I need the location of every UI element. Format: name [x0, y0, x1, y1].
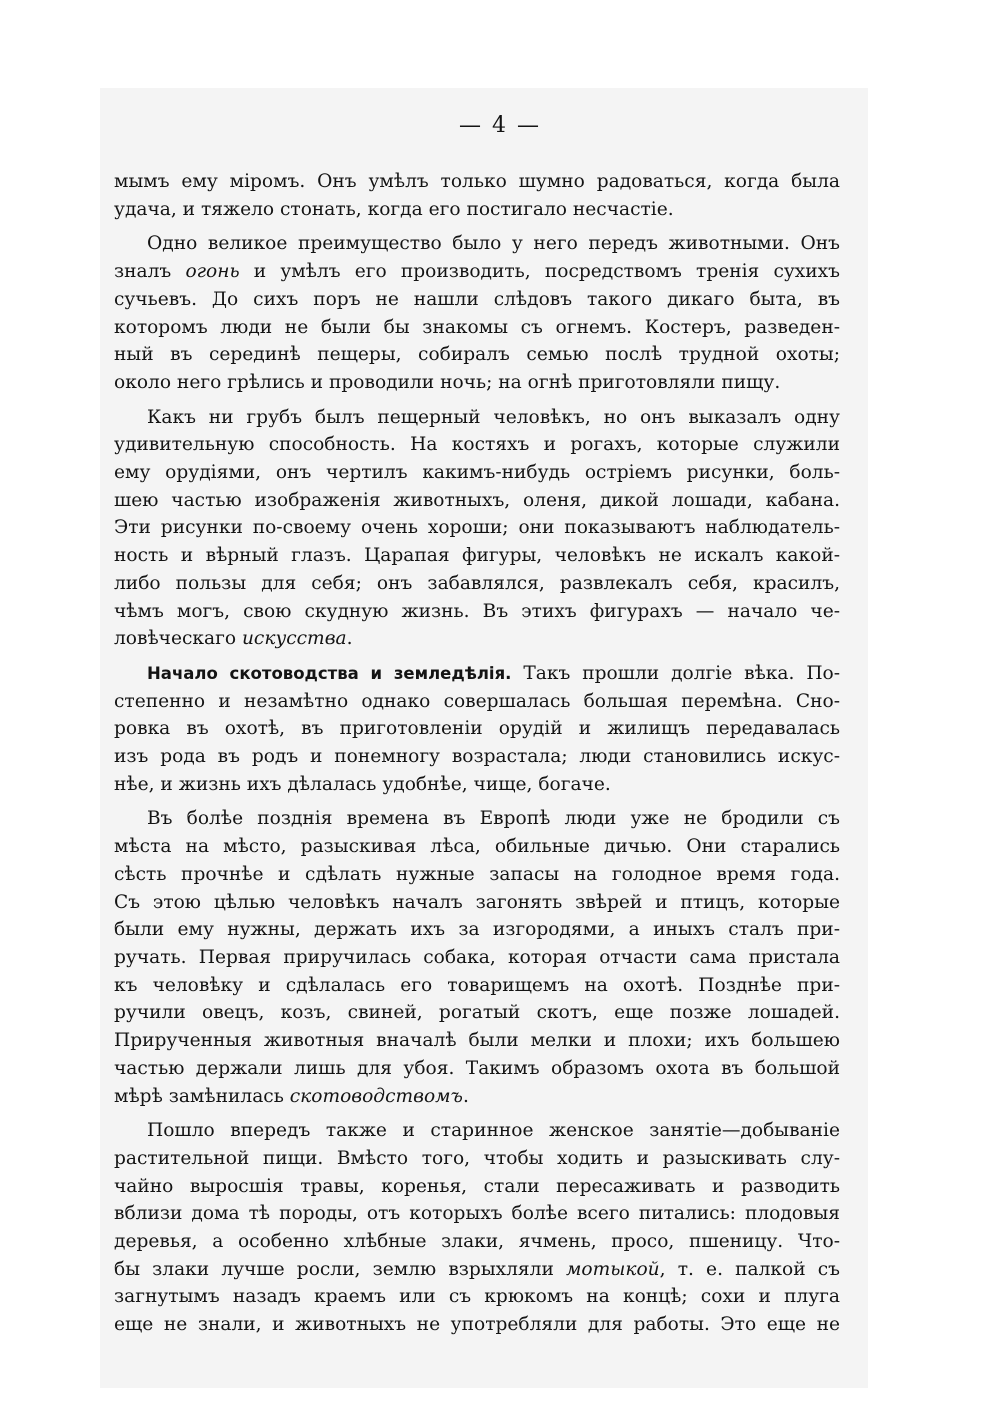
text-line: деревья, а особенно хлѣбные злаки, ячмень, просо, пшеницу. Что- — [114, 1231, 840, 1253]
italic-term: искусства — [241, 628, 347, 650]
text-line: сѣсть прочнѣе и сдѣлать нужные запасы на голодное время года. — [114, 863, 840, 885]
text-line: которомъ люди не были бы знакомы съ огнемъ. Костеръ, разведен- — [114, 316, 840, 338]
text-line: сучьевъ. До сихъ поръ не нашли слѣдовъ такого дикаго быта, въ — [114, 288, 840, 310]
text-line: чѣмъ могъ, свою скудную жизнь. Въ этихъ фигурахъ — начало че- — [114, 600, 840, 622]
text-line: ный въ серединѣ пещеры, собиралъ семью послѣ трудной охоты; — [114, 344, 840, 366]
section-heading: Начало скотоводства и земледѣлія. — [147, 663, 512, 683]
paragraph — [114, 1117, 840, 1339]
text-line: чайно выросшія травы, коренья, стали пересаживать и разводить — [114, 1175, 840, 1197]
text-line: вблизи дома тѣ породы, отъ которыхъ болѣе всего питались: плодовыя — [114, 1203, 840, 1225]
text-line: удача, и тяжело стонать, когда его постигало несчастіе. — [114, 198, 674, 220]
text-line: Пошло впередъ также и старинное женское занятіе—добываніе — [147, 1120, 840, 1142]
body-text — [114, 168, 840, 1339]
text-line: мѣста на мѣсто, разыскивая лѣса, обильные дичью. Они старались — [114, 836, 840, 858]
paragraph — [114, 168, 840, 223]
page-number: — 4 — — [459, 113, 541, 138]
text-line: Одно великое преимущество было у него передъ животными. Онъ — [147, 233, 840, 255]
text-line: нѣе, и жизнь ихъ дѣлалась удобнѣе, чище, богаче. — [114, 773, 611, 795]
italic-term: скотоводствомъ — [289, 1085, 463, 1107]
paragraph — [114, 805, 840, 1110]
paragraph — [114, 404, 840, 653]
text-line: Съ этою цѣлью человѣкъ началъ загонять звѣрей и птицъ, которые — [114, 891, 840, 913]
text-line: мымъ ему міромъ. Онъ умѣлъ только шумно радоваться, когда была — [114, 171, 840, 192]
paragraph — [114, 660, 840, 799]
italic-term: мотыкой — [566, 1258, 660, 1280]
text-line: Въ болѣе позднія времена въ Европѣ люди уже не бродили съ — [147, 808, 840, 830]
text-line: зналъ огонь и умѣлъ его производить, посредствомъ тренія сухихъ — [114, 261, 841, 283]
text-line: шею частью изображенія животныхъ, оленя, дикой лошади, кабана. — [114, 489, 840, 511]
text-line: около него грѣлись и проводили ночь; на огнѣ приготовляли пищу. — [114, 371, 781, 393]
text-line: къ человѣку и сдѣлалась его товарищемъ на охотѣ. Позднѣе при- — [114, 974, 840, 996]
text-line: изъ рода въ родъ и понемногу возрастала; люди становились искус- — [114, 746, 840, 768]
text-line: Прирученныя животныя вначалѣ были мелки и плохи; ихъ большею — [114, 1030, 840, 1052]
paragraph — [114, 230, 840, 396]
text-line: мѣрѣ замѣнилась скотоводствомъ. — [114, 1085, 469, 1107]
text-line: ручили овецъ, козъ, свиней, рогатый скотъ, еще позже лошадей. — [114, 1002, 840, 1024]
text-line: удивительную способность. На костяхъ и рогахъ, которые служили — [114, 434, 840, 456]
text-line: бы злаки лучше росли, землю взрыхляли мотыкой, т. е. палкой съ — [114, 1258, 840, 1280]
text-line: Какъ ни грубъ былъ пещерный человѣкъ, но онъ выказалъ одну — [147, 406, 840, 428]
text-line: ность и вѣрный глазъ. Царапая фигуры, человѣкъ не искалъ какой- — [114, 545, 840, 567]
text-line: растительной пищи. Вмѣсто того, чтобы ходить и разыскивать слу- — [114, 1147, 840, 1169]
text-line: степенно и незамѣтно однако совершалась большая перемѣна. Сно- — [114, 690, 840, 712]
italic-term: огонь — [185, 261, 240, 283]
text-line: ему орудіями, онъ чертилъ какимъ-нибудь остріемъ рисунки, боль- — [114, 462, 840, 484]
text-line: ручать. Первая приручилась собака, которая отчасти сама пристала — [114, 946, 840, 968]
text-line: Начало скотоводства и земледѣлія. Такъ прошли долгіе вѣка. По- — [147, 662, 841, 684]
text-line: частью держали лишь для убоя. Такимъ образомъ охота въ большой — [114, 1057, 840, 1079]
text-line: были ему нужны, держать ихъ за изгородями, а иныхъ сталъ при- — [114, 919, 840, 941]
text-line: ловѣческаго искусства. — [114, 628, 353, 650]
text-line: ровка въ охотѣ, въ приготовленіи орудій и жилищъ передавалась — [114, 718, 840, 740]
text-line: еще не знали, и животныхъ не употребляли для работы. Это еще не — [114, 1314, 840, 1336]
text-line: либо пользы для себя; онъ забавлялся, развлекалъ себя, красилъ, — [114, 572, 840, 594]
text-line: Эти рисунки по-своему очень хороши; они показываютъ наблюдатель- — [114, 517, 840, 539]
text-line: загнутымъ назадъ краемъ или съ крюкомъ на концѣ; сохи и плуга — [114, 1286, 840, 1308]
